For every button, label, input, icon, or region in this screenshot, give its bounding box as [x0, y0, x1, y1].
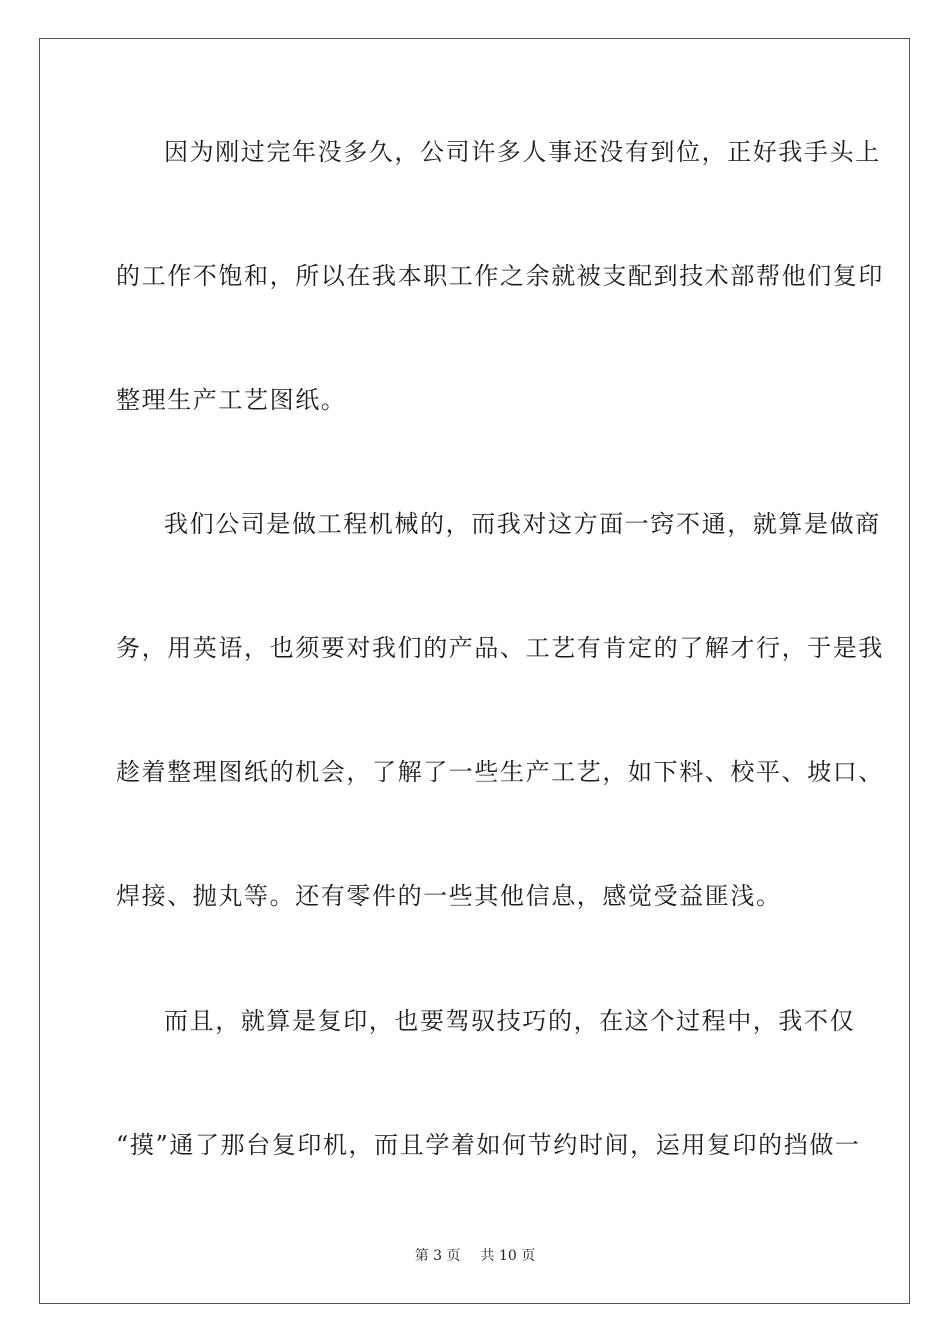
- page-total: 共 10 页: [480, 1248, 536, 1264]
- paragraph-3-line-2: “摸”通了那台复印机，而且学着如何节约时间，运用复印的挡做一: [116, 1131, 861, 1159]
- paragraph-1-line-2: 的工作不饱和，所以在我本职工作之余就被支配到技术部帮他们复印: [116, 262, 884, 290]
- paragraph-2-line-2: 务，用英语，也须要对我们的产品、工艺有肯定的了解才行，于是我: [116, 634, 884, 662]
- paragraph-1-line-3: 整理生产工艺图纸。: [116, 386, 347, 414]
- paragraph-2-line-1: 我们公司是做工程机械的，而我对这方面一窍不通，就算是做商: [164, 510, 881, 538]
- paragraph-1-line-1: 因为刚过完年没多久，公司许多人事还没有到位，正好我手头上: [164, 138, 881, 166]
- paragraph-3-line-1: 而且，就算是复印，也要驾驭技巧的，在这个过程中，我不仅: [164, 1007, 856, 1035]
- page-number: 第 3 页: [414, 1248, 461, 1264]
- page-border: [39, 38, 910, 1304]
- paragraph-2-line-4: 焊接、抛丸等。还有零件的一些其他信息，感觉受益匪浅。: [116, 882, 782, 910]
- paragraph-2-line-3: 趁着整理图纸的机会，了解了一些生产工艺，如下料、校平、坡口、: [116, 758, 884, 786]
- page-footer: [0, 1247, 950, 1265]
